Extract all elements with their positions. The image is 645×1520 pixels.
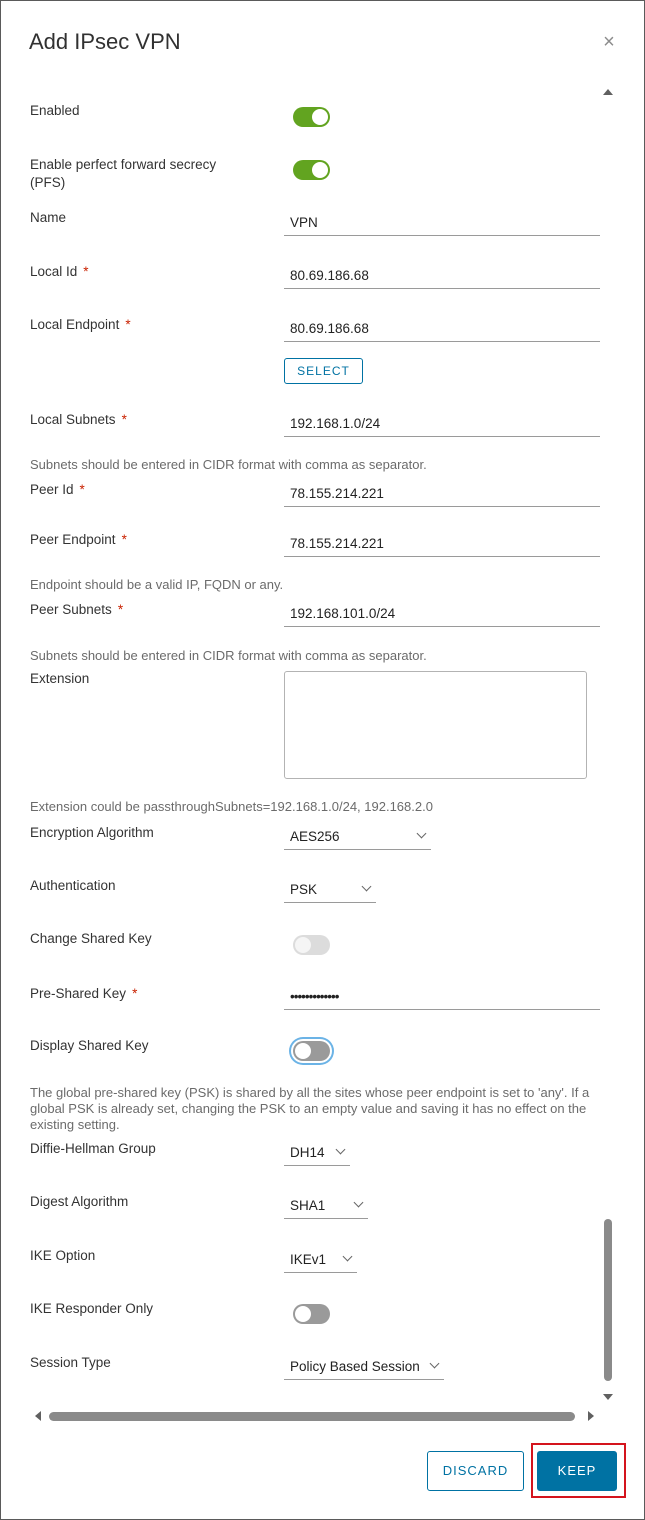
session-type-label: Session Type [30, 1355, 111, 1370]
close-icon[interactable]: × [603, 31, 615, 53]
local-id-input[interactable]: 80.69.186.68 [284, 263, 600, 289]
encryption-label: Encryption Algorithm [30, 825, 154, 840]
peer-id-label [30, 481, 260, 499]
extension-textarea[interactable] [284, 671, 587, 779]
horizontal-scrollbar-thumb[interactable] [49, 1412, 575, 1421]
extension-label: Extension [30, 671, 90, 686]
required-marker: * [125, 317, 131, 332]
pre-shared-key-label-text: Pre-Shared Key [30, 986, 127, 1001]
required-marker: * [121, 532, 127, 547]
chevron-down-icon [336, 1145, 346, 1155]
local-subnets-help: Subnets should be entered in CIDR format with comma as separator. [30, 457, 427, 472]
chevron-down-icon [354, 1198, 364, 1208]
select-button[interactable]: SELECT [284, 358, 363, 384]
change-shared-key-label: Change Shared Key [30, 931, 152, 946]
required-marker: * [79, 482, 85, 497]
ike-responder-label: IKE Responder Only [30, 1301, 154, 1316]
scroll-right-arrow-icon[interactable] [588, 1411, 594, 1421]
peer-endpoint-label [30, 531, 260, 549]
ike-option-label: IKE Option [30, 1248, 96, 1263]
peer-id-label-text: Peer Id [30, 482, 74, 497]
local-endpoint-label [30, 316, 260, 334]
toggle-knob [312, 162, 328, 178]
required-marker: * [83, 264, 89, 279]
enabled-label: Enabled [30, 103, 80, 118]
peer-subnets-input[interactable]: 192.168.101.0/24 [284, 601, 600, 627]
ike-option-select[interactable] [284, 1247, 357, 1273]
peer-endpoint-help: Endpoint should be a valid IP, FQDN or any. [30, 577, 284, 592]
dh-group-select[interactable] [284, 1140, 350, 1166]
display-shared-key-label: Display Shared Key [30, 1038, 149, 1053]
encryption-select[interactable] [284, 824, 431, 850]
scroll-down-arrow-icon[interactable] [603, 1394, 613, 1400]
chevron-down-icon [430, 1359, 440, 1369]
ike-responder-toggle[interactable] [293, 1304, 330, 1324]
chevron-down-icon [343, 1252, 353, 1262]
digest-label: Digest Algorithm [30, 1194, 129, 1209]
local-endpoint-input[interactable]: 80.69.186.68 [284, 316, 600, 342]
toggle-knob [295, 1306, 311, 1322]
display-shared-key-toggle[interactable] [293, 1041, 330, 1061]
local-subnets-label-text: Local Subnets [30, 412, 116, 427]
pre-shared-key-label [30, 985, 260, 1003]
discard-button[interactable]: DISCARD [427, 1451, 524, 1491]
required-marker: * [121, 412, 127, 427]
vertical-scrollbar-thumb[interactable] [604, 1219, 612, 1381]
peer-subnets-help: Subnets should be entered in CIDR format with comma as separator. [30, 648, 427, 663]
peer-id-input[interactable]: 78.155.214.221 [284, 481, 600, 507]
authentication-value: PSK [290, 882, 318, 897]
local-endpoint-label-text: Local Endpoint [30, 317, 120, 332]
pfs-label: Enable perfect forward secrecy (PFS) [30, 157, 217, 190]
peer-subnets-label-text: Peer Subnets [30, 602, 112, 617]
scroll-left-arrow-icon[interactable] [35, 1411, 41, 1421]
digest-value: SHA1 [290, 1198, 326, 1213]
peer-endpoint-label-text: Peer Endpoint [30, 532, 116, 547]
pre-shared-key-input[interactable]: ••••••••••••• [284, 984, 600, 1010]
toggle-knob [312, 109, 328, 125]
digest-select[interactable] [284, 1193, 368, 1219]
chevron-down-icon [362, 882, 372, 892]
local-id-label [30, 263, 260, 281]
display-shared-key-help: The global pre-shared key (PSK) is shared by all the sites whose peer endpoint is set to 'any'. If a global PSK is already set, changing the PSK to an empty value and saving it has no effect on the existing setting. [30, 1085, 590, 1132]
ike-option-value: IKEv1 [290, 1252, 327, 1267]
peer-subnets-label [30, 601, 260, 619]
session-type-value: Policy Based Session [290, 1359, 420, 1374]
keep-button-highlight-frame [531, 1443, 626, 1498]
local-subnets-input[interactable]: 192.168.1.0/24 [284, 411, 600, 437]
encryption-value: AES256 [290, 829, 340, 844]
toggle-knob [295, 937, 311, 953]
required-marker: * [117, 602, 124, 617]
session-type-select[interactable] [284, 1354, 444, 1380]
pfs-toggle[interactable] [293, 160, 330, 180]
local-id-label-text: Local Id [30, 264, 78, 279]
extension-help: Extension could be passthroughSubnets=192.168.1.0/24, 192.168.2.0 [30, 799, 433, 814]
name-label: Name [30, 210, 67, 225]
required-marker: * [132, 986, 138, 1001]
local-subnets-label [30, 411, 260, 429]
dialog-title: Add IPsec VPN [29, 29, 181, 54]
keep-button[interactable]: KEEP [537, 1451, 617, 1491]
peer-endpoint-input[interactable]: 78.155.214.221 [284, 531, 600, 557]
change-shared-key-toggle[interactable] [293, 935, 330, 955]
authentication-label: Authentication [30, 878, 116, 893]
chevron-down-icon [417, 829, 427, 839]
dh-group-value: DH14 [290, 1145, 325, 1160]
dh-group-label: Diffie-Hellman Group [30, 1141, 156, 1156]
name-input[interactable]: VPN [284, 210, 600, 236]
scroll-up-arrow-icon[interactable] [603, 89, 613, 95]
authentication-select[interactable] [284, 877, 376, 903]
enabled-toggle[interactable] [293, 107, 330, 127]
toggle-knob [295, 1043, 311, 1059]
